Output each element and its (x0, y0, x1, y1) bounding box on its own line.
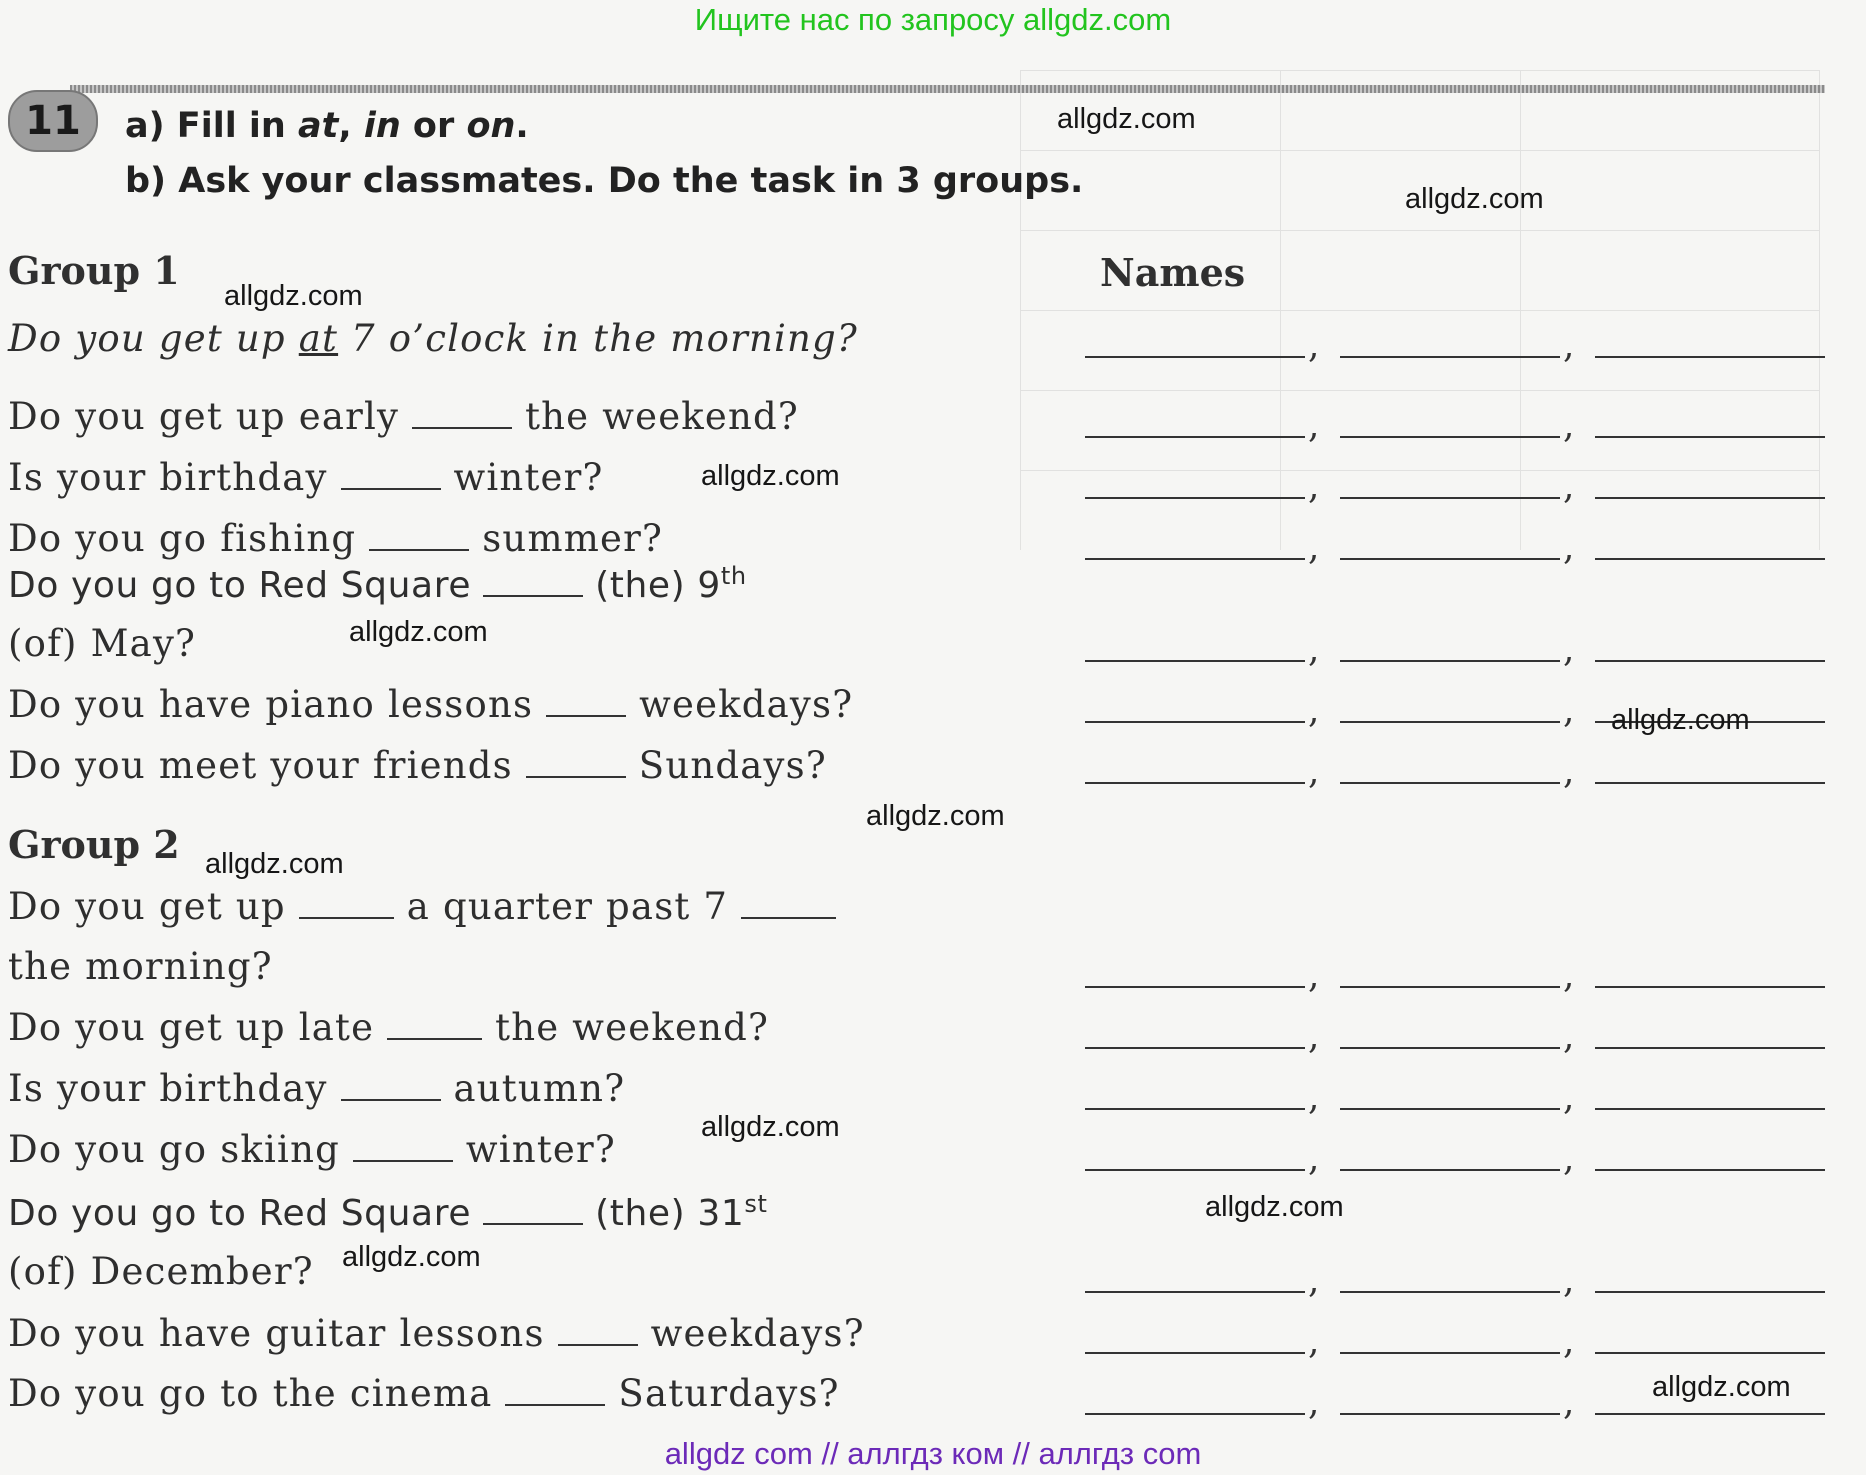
name-lines-row: , , (1085, 459, 1825, 499)
watermark: allgdz.com (224, 280, 363, 312)
group-2-question-2: Do you get up late the weekend? (8, 1006, 770, 1049)
name-lines-row: , , (1085, 622, 1825, 662)
watermark: allgdz.com (1405, 183, 1544, 215)
task-a: a) Fill in at, in or on. (125, 106, 529, 146)
name-lines-row: , , (1085, 1375, 1825, 1415)
group-2-question-1: Do you get up a quarter past 7 (8, 885, 836, 928)
watermark: allgdz.com (866, 800, 1005, 832)
watermark: allgdz.com (342, 1241, 481, 1273)
group-1-question-5-line-2: (of) May? (8, 622, 197, 665)
name-lines-row: , , (1085, 1070, 1825, 1110)
group-2-question-6: Do you have guitar lessons weekdays? (8, 1312, 865, 1355)
name-lines-row: , , (1085, 948, 1825, 988)
watermark: allgdz.com (1611, 704, 1750, 736)
group-1-question-4: Do you go fishing summer? (8, 517, 664, 560)
task-b: b) Ask your classmates. Do the task in 3 groups. (125, 161, 1084, 201)
group-2-question-7: Do you go to the cinema Saturdays? (8, 1372, 840, 1415)
group-2-title: Group 2 (8, 822, 180, 867)
watermark: allgdz.com (1057, 103, 1196, 135)
group-1-question-5: Do you go to Red Square (the) 9th (8, 562, 747, 606)
watermark: allgdz.com (349, 616, 488, 648)
name-lines-row: , , (1085, 683, 1825, 723)
group-2-question-5-line-2: (of) December? (8, 1250, 314, 1293)
header-note: Ищите нас по запросу allgdz.com (694, 2, 1172, 37)
name-lines-row: , , (1085, 1009, 1825, 1049)
group-1-question-6: Do you have piano lessons weekdays? (8, 683, 854, 726)
watermark: allgdz.com (1205, 1191, 1344, 1223)
group-2-question-5: Do you go to Red Square (the) 31st (8, 1190, 768, 1234)
group-1-question-2: Do you get up early the weekend? (8, 395, 799, 438)
name-lines-row: , , (1085, 318, 1825, 358)
name-lines-row: , , (1085, 1131, 1825, 1171)
group-2-question-4: Do you go skiing winter? (8, 1128, 616, 1171)
footer-note: allgdz com // аллгдз ком // аллгдз com (664, 1436, 1202, 1471)
name-lines-row: , , (1085, 744, 1825, 784)
name-lines-row: , , (1085, 520, 1825, 560)
group-2-question-3: Is your birthday autumn? (8, 1067, 626, 1110)
group-2-question-1-line-2: the morning? (8, 945, 273, 988)
group-1-title: Group 1 (8, 248, 180, 293)
watermark: allgdz.com (205, 848, 344, 880)
group-1-example: Do you get up at 7 o’clock in the morning? (8, 317, 858, 360)
name-lines-row: , , (1085, 1314, 1825, 1354)
group-1-question-3: Is your birthday winter? (8, 456, 604, 499)
watermark: allgdz.com (701, 460, 840, 492)
names-header: Names (1100, 250, 1246, 295)
name-lines-row: , , (1085, 398, 1825, 438)
group-1-question-7: Do you meet your friends Sundays? (8, 744, 827, 787)
top-rule (70, 85, 1825, 93)
exercise-number-badge: 11 (8, 90, 98, 152)
watermark: allgdz.com (1652, 1371, 1791, 1403)
name-lines-row: , , (1085, 1253, 1825, 1293)
watermark: allgdz.com (701, 1111, 840, 1143)
